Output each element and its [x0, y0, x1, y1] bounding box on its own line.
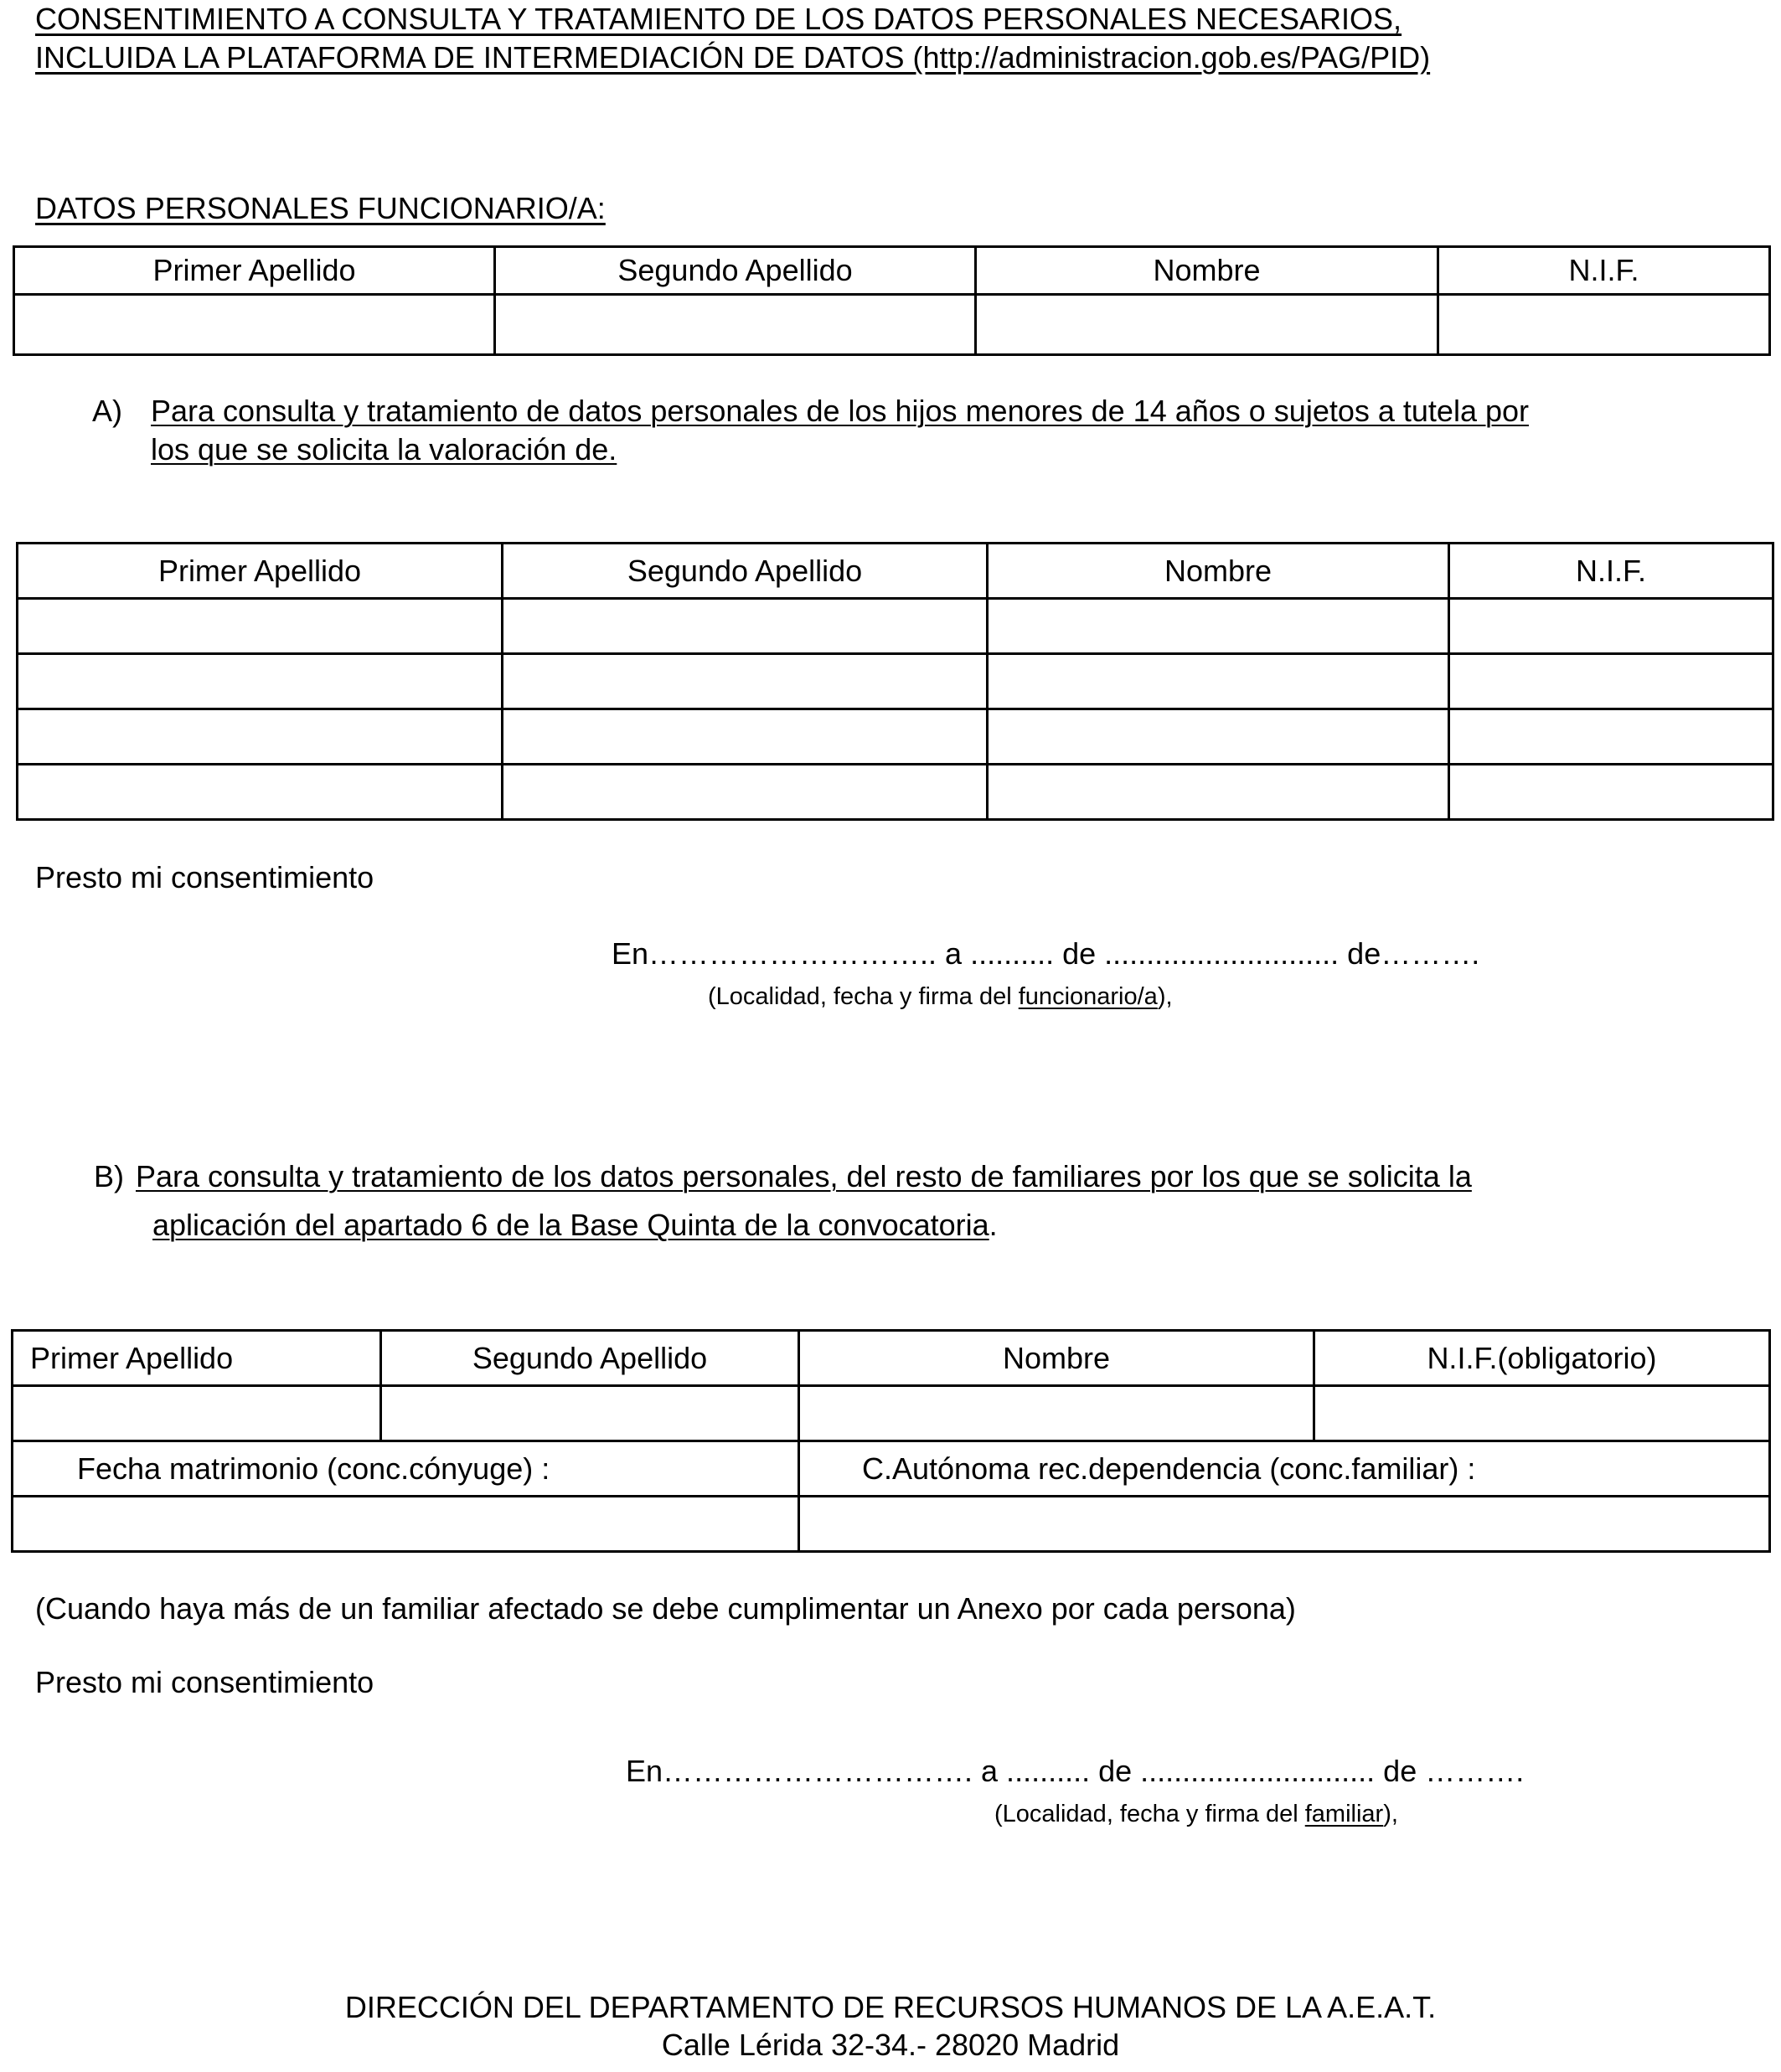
table-row [18, 709, 1773, 765]
section-b-line2-wrap [152, 1208, 998, 1242]
column-header: Primer Apellido [18, 544, 503, 599]
column-header: Primer Apellido [14, 247, 495, 295]
table-row [18, 654, 1773, 709]
section-a-line2: los que se solicita la valoración de. [151, 432, 617, 466]
funcionario-table [13, 245, 1771, 356]
nif-field[interactable] [1449, 765, 1773, 820]
column-header: Nombre [988, 544, 1449, 599]
nombre-field[interactable] [988, 599, 1449, 654]
section-a-marker: A) [92, 394, 122, 428]
table-row [13, 1386, 1770, 1441]
fecha-matrimonio-field[interactable] [13, 1497, 799, 1552]
section-a-place-date: En……………………….. a .......... de ............................ de………. [612, 936, 1480, 971]
caption-text: (Localidad, fecha y firma del [708, 983, 1019, 1010]
section-b-note: (Cuando haya más de un familiar afectado se debe cumplimentar un Anexo por cada persona) [35, 1591, 1296, 1626]
column-header: Primer Apellido [13, 1331, 381, 1386]
table-header-row [18, 544, 1773, 599]
section-b-line1: Para consulta y tratamiento de los datos personales, del resto de familiares por los que se solicita la [136, 1159, 1472, 1193]
document-title-line2: INCLUIDA LA PLATAFORMA DE INTERMEDIACIÓN DE DATOS (http://administracion.gob.es/PAG/PID) [35, 40, 1431, 75]
segundo-apellido-field[interactable] [503, 599, 988, 654]
section-b-consent: Presto mi consentimiento [35, 1665, 374, 1699]
caption-text: (Localidad, fecha y firma del [994, 1801, 1305, 1827]
section-a-consent: Presto mi consentimiento [35, 860, 374, 894]
table-row [18, 765, 1773, 820]
section-b-signature-caption [994, 1801, 1398, 1828]
column-header: Segundo Apellido [495, 247, 976, 295]
column-header: Nombre [799, 1331, 1314, 1386]
primer-apellido-field[interactable] [13, 1386, 381, 1441]
caption-text: ), [1383, 1801, 1398, 1827]
nombre-field[interactable] [799, 1386, 1314, 1441]
nif-field[interactable] [1449, 599, 1773, 654]
segundo-apellido-field[interactable] [503, 654, 988, 709]
caption-underlined: familiar [1304, 1801, 1384, 1827]
funcionario-heading: DATOS PERSONALES FUNCIONARIO/A: [35, 191, 606, 225]
column-header: N.I.F.(obligatorio) [1314, 1331, 1770, 1386]
section-a-signature-caption [708, 983, 1173, 1011]
segundo-apellido-field[interactable] [495, 295, 976, 355]
document-title-line1: CONSENTIMIENTO A CONSULTA Y TRATAMIENTO DE LOS DATOS PERSONALES NECESARIOS, [35, 2, 1402, 36]
segundo-apellido-field[interactable] [381, 1386, 799, 1441]
section-b-marker: B) [94, 1159, 124, 1193]
section-b-place-date: En…………………………. a .......... de ............................ de ………. [626, 1754, 1525, 1788]
section-b-line2-end: . [989, 1208, 998, 1242]
nif-field[interactable] [1449, 709, 1773, 765]
segundo-apellido-field[interactable] [503, 765, 988, 820]
column-header: N.I.F. [1449, 544, 1773, 599]
nombre-field[interactable] [988, 654, 1449, 709]
caption-text: ), [1157, 983, 1173, 1010]
primer-apellido-field[interactable] [18, 654, 503, 709]
column-header: N.I.F. [1438, 247, 1770, 295]
column-header: Nombre [976, 247, 1438, 295]
column-header: Segundo Apellido [503, 544, 988, 599]
table-row [18, 599, 1773, 654]
caption-underlined: funcionario/a [1018, 983, 1158, 1010]
children-table [16, 542, 1774, 821]
nif-field[interactable] [1314, 1386, 1770, 1441]
column-header: Segundo Apellido [381, 1331, 799, 1386]
comunidad-autonoma-label: C.Autónoma rec.dependencia (conc.familiar) : [799, 1441, 1770, 1497]
primer-apellido-field[interactable] [18, 599, 503, 654]
table-header-row [13, 1331, 1770, 1386]
table-header-row [14, 247, 1770, 295]
section-b-line2: aplicación del apartado 6 de la Base Quinta de la convocatoria [152, 1208, 989, 1242]
comunidad-autonoma-field[interactable] [799, 1497, 1770, 1552]
table-row [13, 1497, 1770, 1552]
footer-address: Calle Lérida 32-34.- 28020 Madrid [661, 2028, 1120, 2062]
primer-apellido-field[interactable] [14, 295, 495, 355]
primer-apellido-field[interactable] [18, 709, 503, 765]
fecha-matrimonio-label: Fecha matrimonio (conc.cónyuge) : [13, 1441, 799, 1497]
nif-field[interactable] [1438, 295, 1770, 355]
nombre-field[interactable] [988, 765, 1449, 820]
primer-apellido-field[interactable] [18, 765, 503, 820]
section-a-line1: Para consulta y tratamiento de datos personales de los hijos menores de 14 años o sujetos a tutela por [151, 394, 1529, 428]
family-table [11, 1329, 1771, 1553]
table-row [14, 295, 1770, 355]
segundo-apellido-field[interactable] [503, 709, 988, 765]
table-row [13, 1441, 1770, 1497]
footer-department: DIRECCIÓN DEL DEPARTAMENTO DE RECURSOS HUMANOS DE LA A.E.A.T. [344, 1990, 1437, 2024]
nif-field[interactable] [1449, 654, 1773, 709]
nombre-field[interactable] [976, 295, 1438, 355]
nombre-field[interactable] [988, 709, 1449, 765]
